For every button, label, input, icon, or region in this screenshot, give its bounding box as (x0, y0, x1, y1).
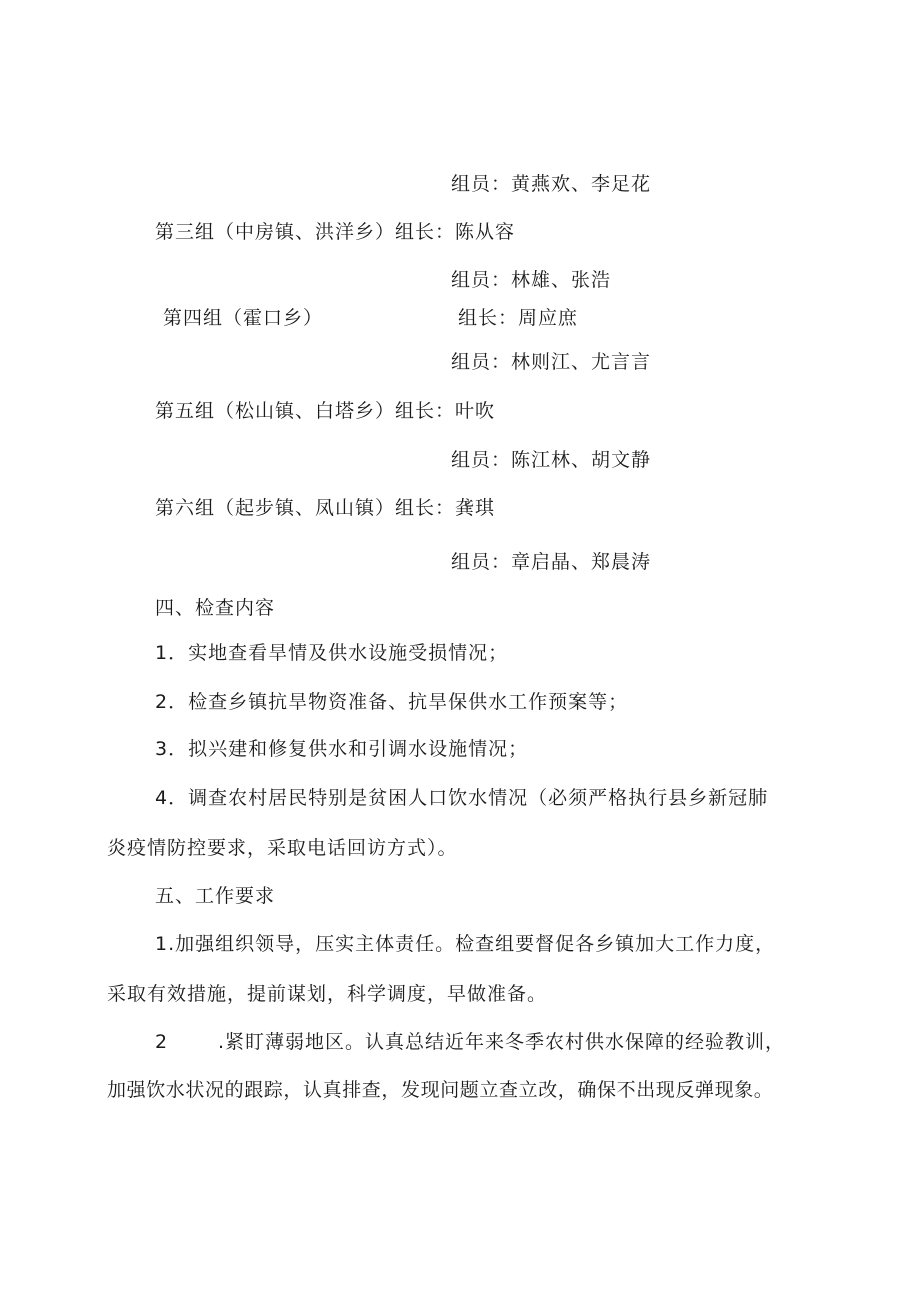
section5-item2-number: 2 (155, 1031, 169, 1053)
group3-members: 组员：林雄、张浩 (451, 269, 612, 291)
section4-item4-line2: 炎疫情防控要求，采取电话回访方式）。 (107, 837, 458, 859)
group4-members: 组员：林则江、尤言言 (451, 351, 652, 373)
group5-members: 组员：陈江林、胡文静 (451, 449, 652, 471)
group4-leader: 组长：周应庶 (458, 307, 579, 329)
section5-item1-line1: 1.加强组织领导，压实主体责任。检查组要督促各乡镇加大工作力度， (155, 933, 776, 955)
group2-members: 组员：黄燕欢、李足花 (451, 173, 652, 195)
group3-leader: 第三组（中房镇、洪洋乡）组长：陈从容 (155, 221, 516, 243)
group6-members: 组员：章启晶、郑晨涛 (451, 551, 652, 573)
group6-leader: 第六组（起步镇、凤山镇）组长：龚琪 (155, 497, 496, 519)
section5-item2-line1: .紧盯薄弱地区。认真总结近年来冬季农村供水保障的经验教训， (218, 1031, 786, 1053)
section5-item1-line2: 采取有效措施，提前谋划，科学调度，早做准备。 (107, 983, 548, 1005)
section4-heading: 四、检查内容 (155, 597, 276, 619)
section4-item1: 1．实地查看旱情及供水设施受损情况； (155, 642, 509, 664)
section4-item3: 3．拟兴建和修复供水和引调水设施情况； (155, 738, 529, 760)
section4-item4-line1: 4．调查农村居民特别是贫困人口饮水情况（必须严格执行县乡新冠肺 (155, 787, 769, 809)
group4-name: 第四组（霍口乡） (163, 307, 324, 329)
section5-heading: 五、工作要求 (155, 885, 276, 907)
section4-item2: 2．检查乡镇抗旱物资准备、抗旱保供水工作预案等； (155, 691, 629, 713)
group5-leader: 第五组（松山镇、白塔乡）组长：叶吹 (155, 400, 496, 422)
section5-item2-line2: 加强饮水状况的跟踪，认真排查，发现问题立查立改，确保不出现反弹现象。 (107, 1079, 774, 1101)
